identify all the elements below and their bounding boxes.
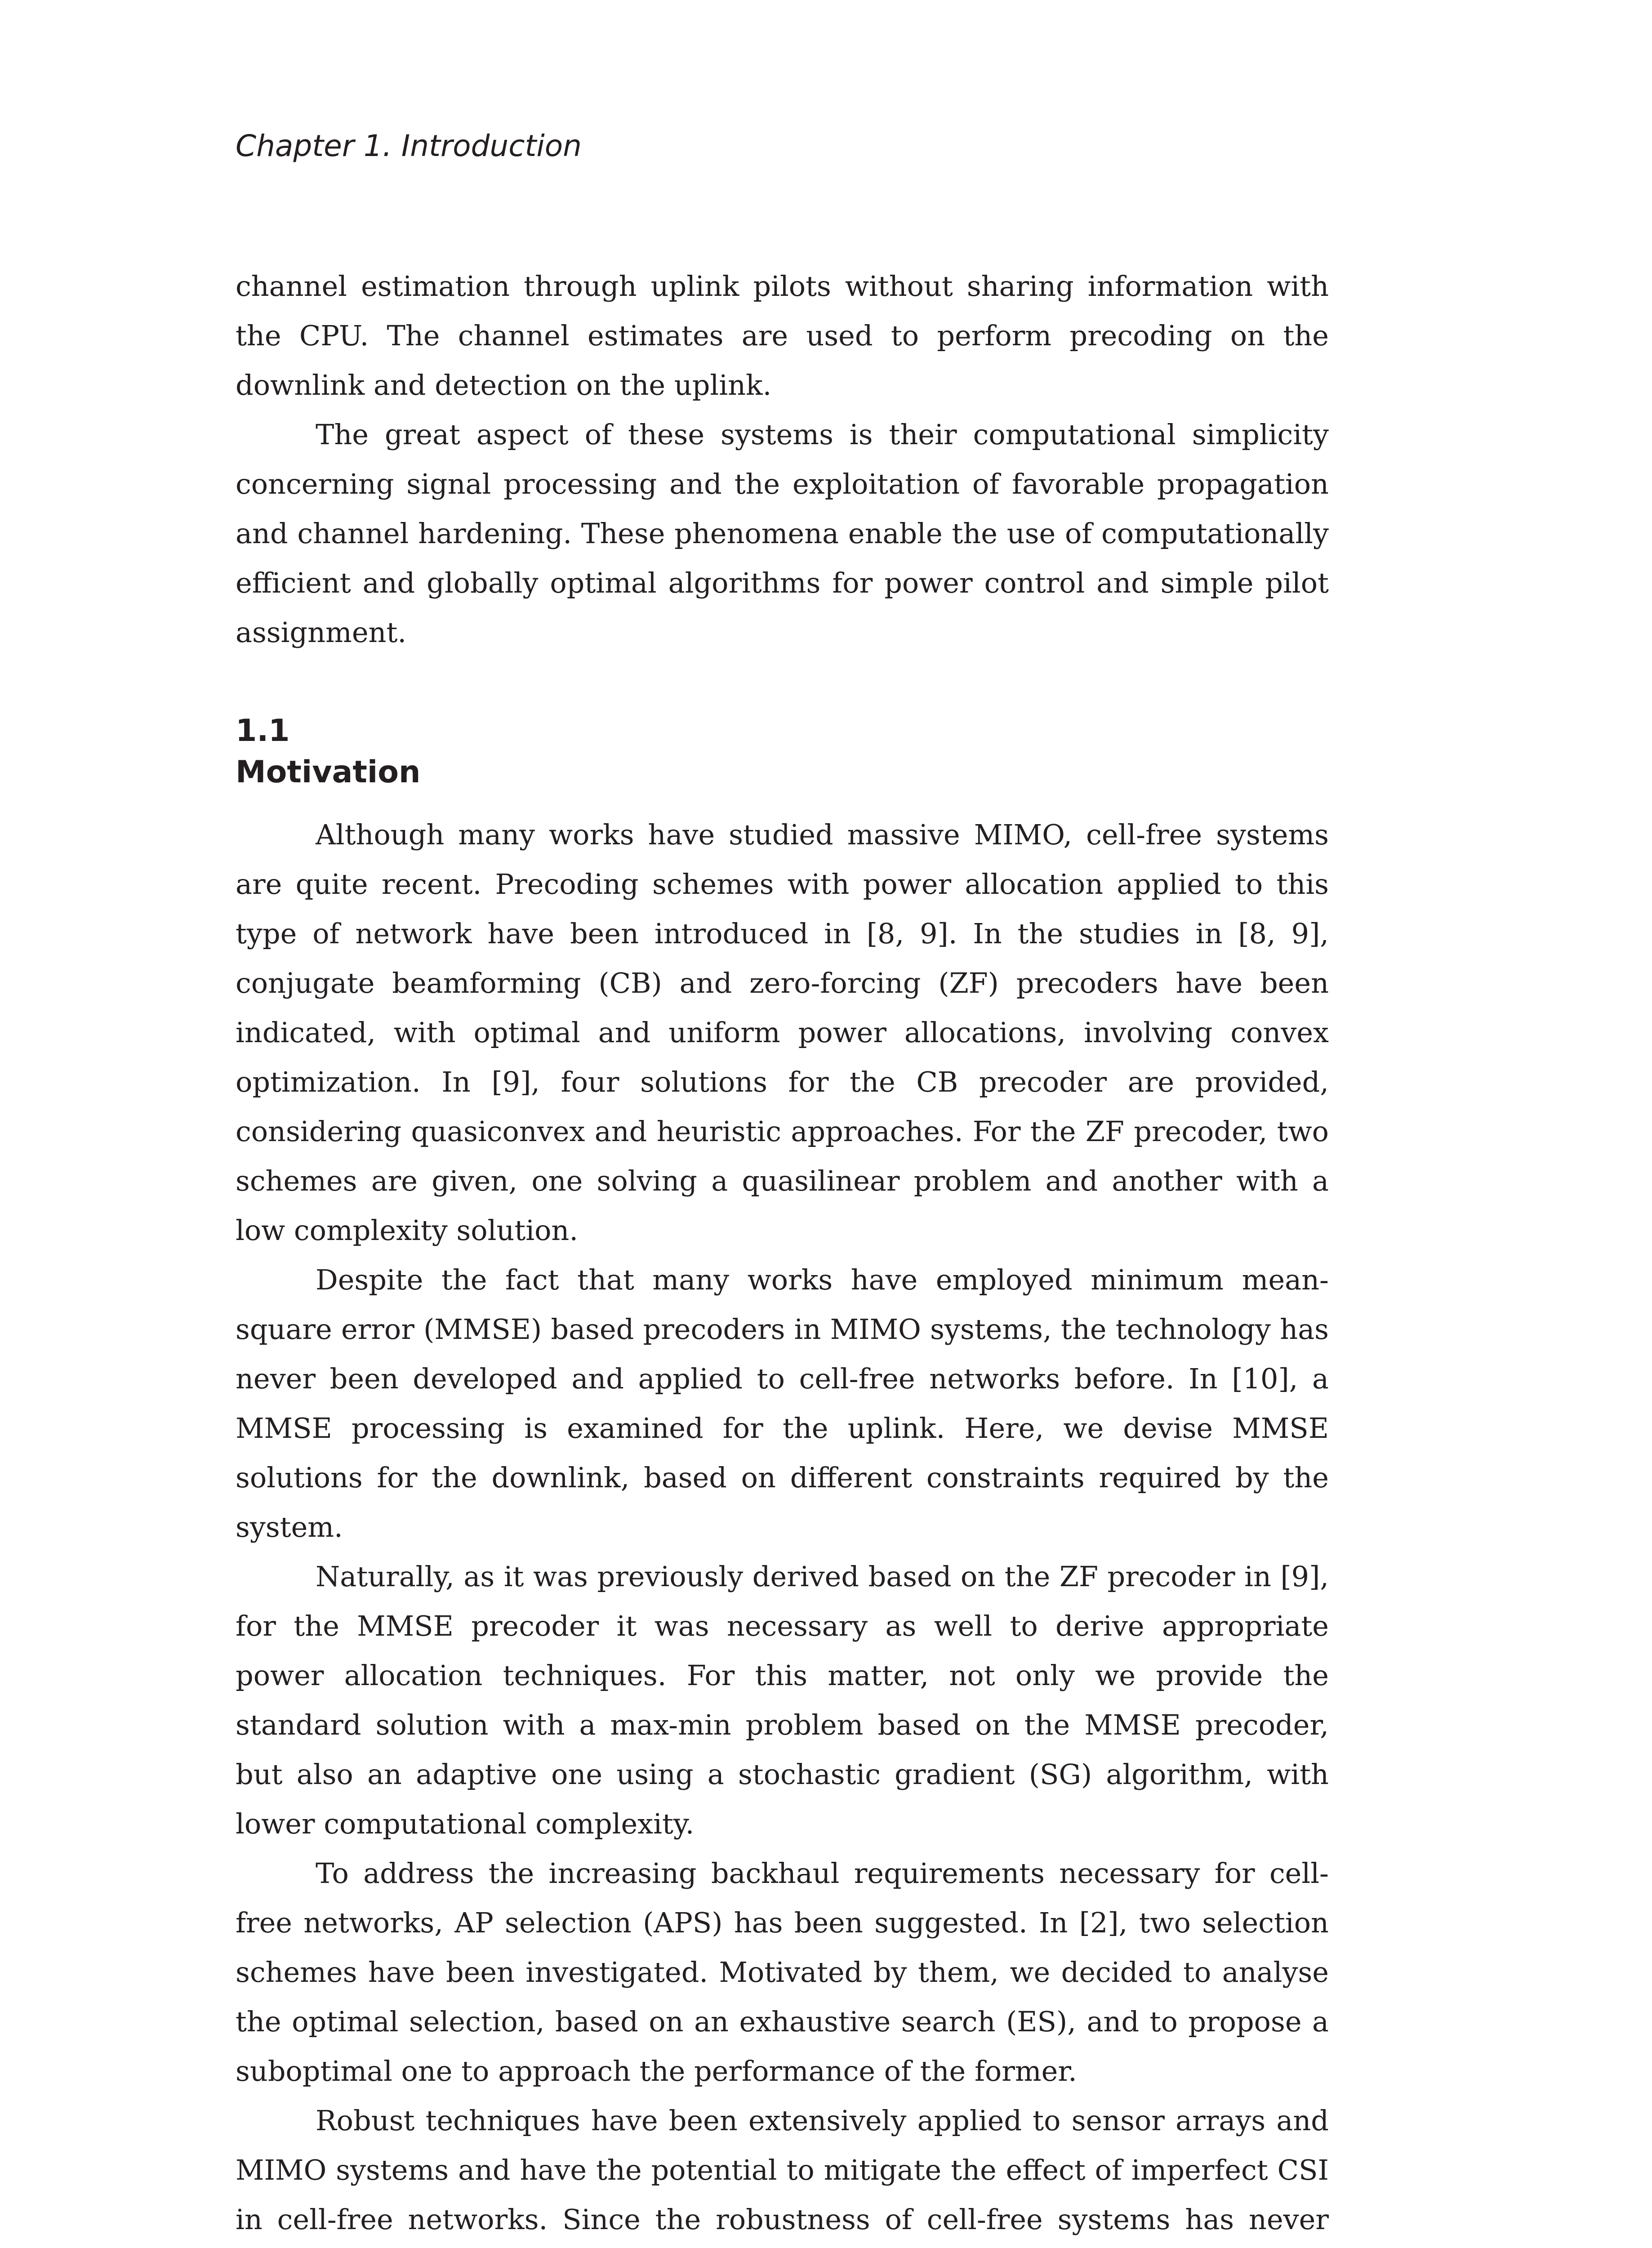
section-heading bbox=[236, 710, 1329, 793]
body-paragraph: channel estimation through uplink pilots without sharing information with the CPU. The channel estimates are used to perform precoding on the downlink and detection on the uplink. bbox=[236, 270, 1329, 401]
body-paragraph: Naturally, as it was previously derived based on the ZF precoder in [9], for the MMSE precoder it was necessary as well to derive appropriate power allocation techniques. For this matter, not only we provide the standard solution with a max-min problem based on the MMSE precoder, but also an adaptive one using a stochastic gradient (SG) algorithm, with lower computational complexity. bbox=[236, 1560, 1329, 1840]
body-paragraph: To address the increasing backhaul requirements necessary for cell-free networks, AP selection (APS) has been suggested. In [2], two selection schemes have been investigated. Motivated by them, we decided to analyse the optimal selection, based on an exhaustive search (ES), and to propose a suboptimal one to approach the performance of the former. bbox=[236, 1857, 1329, 2087]
section-title: Motivation bbox=[236, 754, 421, 790]
body-paragraph: Despite the fact that many works have employed minimum mean-square error (MMSE) based precoders in MIMO systems, the technology has never been developed and applied to cell-free networks before. In [10], a MMSE processing is examined for the uplink. Here, we devise MMSE solutions for the downlink, based on different constraints required by the system. bbox=[236, 1263, 1329, 1543]
body-paragraph: The great aspect of these systems is their computational simplicity concerning signal processing and the exploitation of favorable propagation and channel hardening. These phenomena enable the use of computationally efficient and globally optimal algorithms for power control and simple pilot assignment. bbox=[236, 418, 1329, 649]
body-paragraph: Robust techniques have been extensively applied to sensor arrays and MIMO systems and have the potential to mitigate the effect of imperfect CSI in cell-free networks. Since the robustness of cell-free systems has never bbox=[236, 2104, 1329, 2236]
running-header: Chapter 1. Introduction bbox=[236, 129, 582, 163]
body-paragraph: Although many works have studied massive MIMO, cell-free systems are quite recent. Precoding schemes with power allocation applied to this type of network have been introduced in [8, 9]. In the studies in [8, 9], conjugate beamforming (CB) and zero-forcing (ZF) precoders have been indicated, with optimal and uniform power allocations, involving convex optimization. In [9], four solutions for the CB precoder are provided, considering quasiconvex and heuristic approaches. For the ZF precoder, two schemes are given, one solving a quasilinear problem and another with a low complexity solution. bbox=[236, 818, 1329, 1247]
section-number: 1.1 bbox=[236, 713, 290, 749]
page-body bbox=[236, 262, 1329, 2248]
